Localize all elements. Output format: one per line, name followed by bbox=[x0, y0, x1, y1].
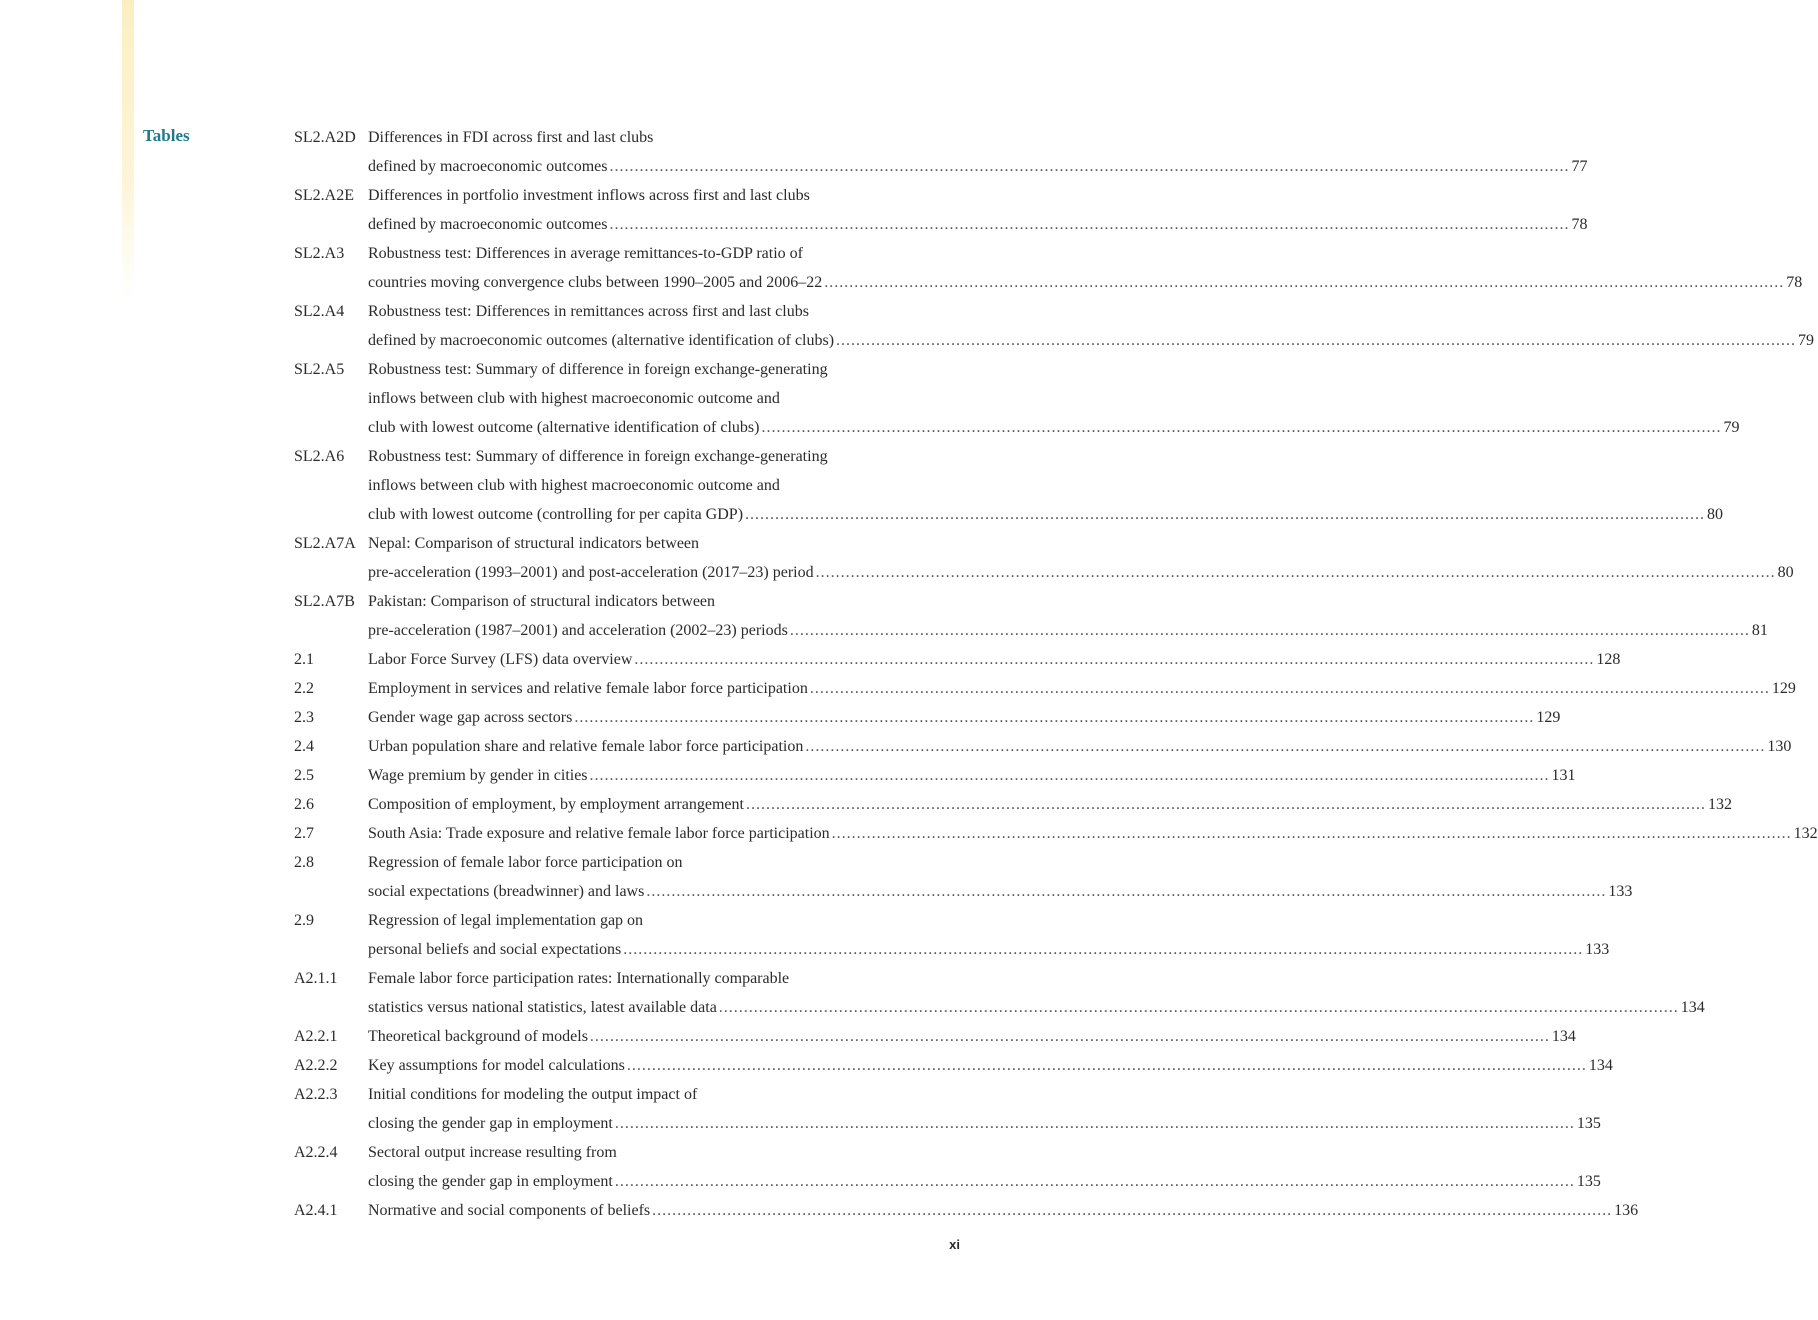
entry-last-line bbox=[368, 616, 1768, 645]
entry-body bbox=[368, 239, 1803, 297]
entry-page-number: 133 bbox=[1585, 941, 1610, 958]
entry-page-number: 133 bbox=[1608, 883, 1633, 900]
entry-number: A2.2.3 bbox=[294, 1086, 338, 1103]
entry-number: SL2.A2D bbox=[294, 129, 356, 146]
toc-entry[interactable] bbox=[294, 964, 1705, 1022]
entry-last-line bbox=[368, 935, 1610, 964]
entry-last-line bbox=[368, 1167, 1601, 1196]
entry-number: 2.5 bbox=[294, 767, 314, 784]
toc-entry[interactable] bbox=[294, 1080, 1601, 1138]
entry-last-line bbox=[368, 1196, 1639, 1225]
entry-body bbox=[368, 1080, 1601, 1138]
entry-title-line: South Asia: Trade exposure and relative female labor force participation bbox=[368, 825, 830, 842]
entry-last-line bbox=[368, 674, 1796, 703]
entry-body bbox=[368, 1022, 1576, 1051]
entry-title-line: inflows between club with highest macroeconomic outcome and bbox=[368, 390, 780, 407]
entry-last-line bbox=[368, 993, 1705, 1022]
entry-number: SL2.A6 bbox=[294, 448, 345, 465]
entry-last-line bbox=[368, 1022, 1576, 1051]
entry-last-line bbox=[368, 819, 1818, 848]
entry-last-line bbox=[368, 761, 1576, 790]
dot-leader: ................................................................................................................................................................................................ bbox=[652, 1202, 1613, 1219]
entry-page-number: 79 bbox=[1723, 419, 1740, 436]
entry-body bbox=[368, 790, 1732, 819]
entry-last-line bbox=[368, 413, 1740, 442]
entry-title-line: Gender wage gap across sectors bbox=[368, 709, 573, 726]
entry-page-number: 129 bbox=[1536, 709, 1561, 726]
entry-number: 2.8 bbox=[294, 854, 314, 871]
toc-entry[interactable] bbox=[294, 239, 1803, 297]
entry-last-line bbox=[368, 877, 1633, 906]
entry-body bbox=[368, 1138, 1601, 1196]
entry-title-line: Employment in services and relative female labor force participation bbox=[368, 680, 808, 697]
entry-number: SL2.A5 bbox=[294, 361, 345, 378]
entry-page-number: 130 bbox=[1767, 738, 1792, 755]
entry-number: 2.1 bbox=[294, 651, 314, 668]
dot-leader: ................................................................................................................................................................................................ bbox=[634, 651, 1595, 668]
entry-title-line: Regression of female labor force participation on bbox=[368, 854, 683, 871]
entry-page-number: 129 bbox=[1771, 680, 1796, 697]
entry-title-line: Pakistan: Comparison of structural indicators between bbox=[368, 593, 716, 610]
dot-leader: ................................................................................................................................................................................................ bbox=[805, 738, 1766, 755]
toc-entry[interactable] bbox=[294, 442, 1724, 529]
entry-title-line: Labor Force Survey (LFS) data overview bbox=[368, 651, 633, 668]
entry-body bbox=[368, 848, 1633, 906]
entry-title-line: Composition of employment, by employment arrangement bbox=[368, 796, 744, 813]
entry-number: A2.2.4 bbox=[294, 1144, 338, 1161]
entry-title-line: club with lowest outcome (alternative identification of clubs) bbox=[368, 419, 760, 436]
entry-number: SL2.A7A bbox=[294, 535, 356, 552]
entry-number: A2.2.2 bbox=[294, 1057, 338, 1074]
dot-leader: ................................................................................................................................................................................................ bbox=[836, 332, 1797, 349]
toc-entry[interactable] bbox=[294, 123, 1588, 181]
toc-entry[interactable] bbox=[294, 674, 1796, 703]
entry-body bbox=[368, 674, 1796, 703]
entry-number: 2.7 bbox=[294, 825, 314, 842]
dot-leader: ................................................................................................................................................................................................ bbox=[609, 158, 1570, 175]
entry-body bbox=[368, 1051, 1613, 1080]
dot-leader: ................................................................................................................................................................................................ bbox=[815, 564, 1776, 581]
entry-title-line: countries moving convergence clubs between 1990–2005 and 2006–22 bbox=[368, 274, 823, 291]
entry-page-number: 131 bbox=[1551, 767, 1576, 784]
entry-body bbox=[368, 1196, 1639, 1225]
section-label: Tables bbox=[143, 126, 190, 145]
toc-entry[interactable] bbox=[294, 1051, 1613, 1080]
page-number: xi bbox=[949, 1237, 960, 1252]
entry-title-line: defined by macroeconomic outcomes bbox=[368, 158, 608, 175]
entry-title-line: Robustness test: Summary of difference in foreign exchange-generating bbox=[368, 448, 828, 465]
entry-body bbox=[368, 906, 1610, 964]
dot-leader: ................................................................................................................................................................................................ bbox=[589, 1028, 1550, 1045]
entry-number: SL2.A7B bbox=[294, 593, 355, 610]
entry-body bbox=[368, 297, 1815, 355]
entry-body bbox=[368, 529, 1794, 587]
entry-page-number: 135 bbox=[1576, 1115, 1601, 1132]
entry-body bbox=[368, 703, 1561, 732]
toc-entry[interactable] bbox=[294, 181, 1588, 239]
entry-last-line bbox=[368, 1109, 1601, 1138]
toc-entry[interactable] bbox=[294, 355, 1740, 442]
dot-leader: ................................................................................................................................................................................................ bbox=[626, 1057, 1587, 1074]
dot-leader: ................................................................................................................................................................................................ bbox=[718, 999, 1679, 1016]
entry-body bbox=[368, 181, 1588, 239]
entry-body bbox=[368, 761, 1576, 790]
entry-last-line bbox=[368, 703, 1561, 732]
entry-page-number: 128 bbox=[1596, 651, 1621, 668]
entry-title-line: Urban population share and relative female labor force participation bbox=[368, 738, 804, 755]
entry-last-line bbox=[368, 326, 1815, 355]
dot-leader: ................................................................................................................................................................................................ bbox=[761, 419, 1722, 436]
entry-last-line bbox=[368, 645, 1621, 674]
entry-page-number: 81 bbox=[1751, 622, 1768, 639]
toc-entry[interactable] bbox=[294, 732, 1792, 761]
toc-entry[interactable] bbox=[294, 1196, 1639, 1225]
dot-leader: ................................................................................................................................................................................................ bbox=[646, 883, 1607, 900]
entry-title-line: defined by macroeconomic outcomes bbox=[368, 216, 608, 233]
entry-last-line bbox=[368, 732, 1792, 761]
entry-title-line: Theoretical background of models bbox=[368, 1028, 588, 1045]
dot-leader: ................................................................................................................................................................................................ bbox=[745, 796, 1706, 813]
entry-title-line: closing the gender gap in employment bbox=[368, 1173, 613, 1190]
dot-leader: ................................................................................................................................................................................................ bbox=[589, 767, 1550, 784]
entry-number: SL2.A4 bbox=[294, 303, 345, 320]
entry-title-line: inflows between club with highest macroeconomic outcome and bbox=[368, 477, 780, 494]
entry-title-line: Differences in FDI across first and last clubs bbox=[368, 129, 654, 146]
entry-body bbox=[368, 732, 1792, 761]
toc-entry[interactable] bbox=[294, 1138, 1601, 1196]
dot-leader: ................................................................................................................................................................................................ bbox=[789, 622, 1750, 639]
toc-entry[interactable] bbox=[294, 1022, 1576, 1051]
dot-leader: ................................................................................................................................................................................................ bbox=[831, 825, 1792, 842]
entry-title-line: Robustness test: Differences in average remittances-to-GDP ratio of bbox=[368, 245, 803, 262]
entry-number: A2.1.1 bbox=[294, 970, 338, 987]
entry-body bbox=[368, 587, 1768, 645]
entry-title-line: Wage premium by gender in cities bbox=[368, 767, 588, 784]
entry-body bbox=[368, 819, 1818, 848]
toc-entry[interactable] bbox=[294, 848, 1633, 906]
entry-page-number: 132 bbox=[1707, 796, 1732, 813]
entry-page-number: 80 bbox=[1777, 564, 1794, 581]
entry-title-line: statistics versus national statistics, latest available data bbox=[368, 999, 717, 1016]
entry-last-line bbox=[368, 500, 1724, 529]
entry-body bbox=[368, 355, 1740, 442]
entry-number: 2.3 bbox=[294, 709, 314, 726]
dot-leader: ................................................................................................................................................................................................ bbox=[745, 506, 1706, 523]
entry-title-line: social expectations (breadwinner) and laws bbox=[368, 883, 645, 900]
toc-entry[interactable] bbox=[294, 703, 1561, 732]
dot-leader: ................................................................................................................................................................................................ bbox=[623, 941, 1584, 958]
entry-number: A2.2.1 bbox=[294, 1028, 338, 1045]
entry-body bbox=[368, 645, 1621, 674]
toc-entry[interactable] bbox=[294, 819, 1818, 848]
entry-body bbox=[368, 123, 1588, 181]
dot-leader: ................................................................................................................................................................................................ bbox=[809, 680, 1770, 697]
entry-title-line: personal beliefs and social expectations bbox=[368, 941, 622, 958]
entry-title-line: Sectoral output increase resulting from bbox=[368, 1144, 617, 1161]
entry-page-number: 136 bbox=[1614, 1202, 1639, 1219]
entry-title-line: Differences in portfolio investment inflows across first and last clubs bbox=[368, 187, 810, 204]
entry-page-number: 132 bbox=[1793, 825, 1818, 842]
toc-entry[interactable] bbox=[294, 297, 1815, 355]
entry-last-line bbox=[368, 790, 1732, 819]
toc-entry[interactable] bbox=[294, 587, 1768, 645]
entry-title-line: Robustness test: Differences in remittances across first and last clubs bbox=[368, 303, 809, 320]
entry-title-line: club with lowest outcome (controlling for per capita GDP) bbox=[368, 506, 744, 523]
entry-title-line: Key assumptions for model calculations bbox=[368, 1057, 625, 1074]
entry-number: 2.9 bbox=[294, 912, 314, 929]
dot-leader: ................................................................................................................................................................................................ bbox=[824, 274, 1785, 291]
decorative-side-bar bbox=[122, 0, 134, 300]
entry-page-number: 134 bbox=[1551, 1028, 1576, 1045]
entry-title-line: Normative and social components of beliefs bbox=[368, 1202, 651, 1219]
toc-entry[interactable] bbox=[294, 790, 1732, 819]
entry-title-line: Nepal: Comparison of structural indicators between bbox=[368, 535, 700, 552]
entry-number: 2.6 bbox=[294, 796, 314, 813]
entry-body bbox=[368, 964, 1705, 1022]
dot-leader: ................................................................................................................................................................................................ bbox=[614, 1115, 1575, 1132]
entry-number: 2.4 bbox=[294, 738, 314, 755]
entry-page-number: 79 bbox=[1798, 332, 1815, 349]
dot-leader: ................................................................................................................................................................................................ bbox=[609, 216, 1570, 233]
dot-leader: ................................................................................................................................................................................................ bbox=[614, 1173, 1575, 1190]
entry-title-line: pre-acceleration (1993–2001) and post-acceleration (2017–23) period bbox=[368, 564, 814, 581]
toc-entry[interactable] bbox=[294, 645, 1621, 674]
entry-last-line bbox=[368, 558, 1794, 587]
entry-number: SL2.A2E bbox=[294, 187, 354, 204]
entry-page-number: 77 bbox=[1571, 158, 1588, 175]
entry-number: 2.2 bbox=[294, 680, 314, 697]
toc-entry[interactable] bbox=[294, 529, 1794, 587]
entry-title-line: closing the gender gap in employment bbox=[368, 1115, 613, 1132]
entry-last-line bbox=[368, 268, 1803, 297]
entry-page-number: 78 bbox=[1571, 216, 1588, 233]
table-list bbox=[294, 123, 1818, 1225]
entry-title-line: defined by macroeconomic outcomes (alternative identification of clubs) bbox=[368, 332, 835, 349]
entry-page-number: 134 bbox=[1588, 1057, 1613, 1074]
entry-last-line bbox=[368, 152, 1588, 181]
entry-title-line: pre-acceleration (1987–2001) and acceleration (2002–23) periods bbox=[368, 622, 788, 639]
entry-page-number: 78 bbox=[1786, 274, 1803, 291]
entry-page-number: 134 bbox=[1680, 999, 1705, 1016]
entry-page-number: 135 bbox=[1576, 1173, 1601, 1190]
entry-title-line: Robustness test: Summary of difference in foreign exchange-generating bbox=[368, 361, 828, 378]
entry-last-line bbox=[368, 1051, 1613, 1080]
entry-last-line bbox=[368, 210, 1588, 239]
toc-entry[interactable] bbox=[294, 761, 1576, 790]
entry-title-line: Initial conditions for modeling the output impact of bbox=[368, 1086, 698, 1103]
entry-number: SL2.A3 bbox=[294, 245, 345, 262]
entry-title-line: Female labor force participation rates: Internationally comparable bbox=[368, 970, 790, 987]
toc-entry[interactable] bbox=[294, 906, 1610, 964]
entry-number: A2.4.1 bbox=[294, 1202, 338, 1219]
entry-page-number: 80 bbox=[1707, 506, 1724, 523]
entry-body bbox=[368, 442, 1724, 529]
dot-leader: ................................................................................................................................................................................................ bbox=[574, 709, 1535, 726]
entry-title-line: Regression of legal implementation gap on bbox=[368, 912, 644, 929]
